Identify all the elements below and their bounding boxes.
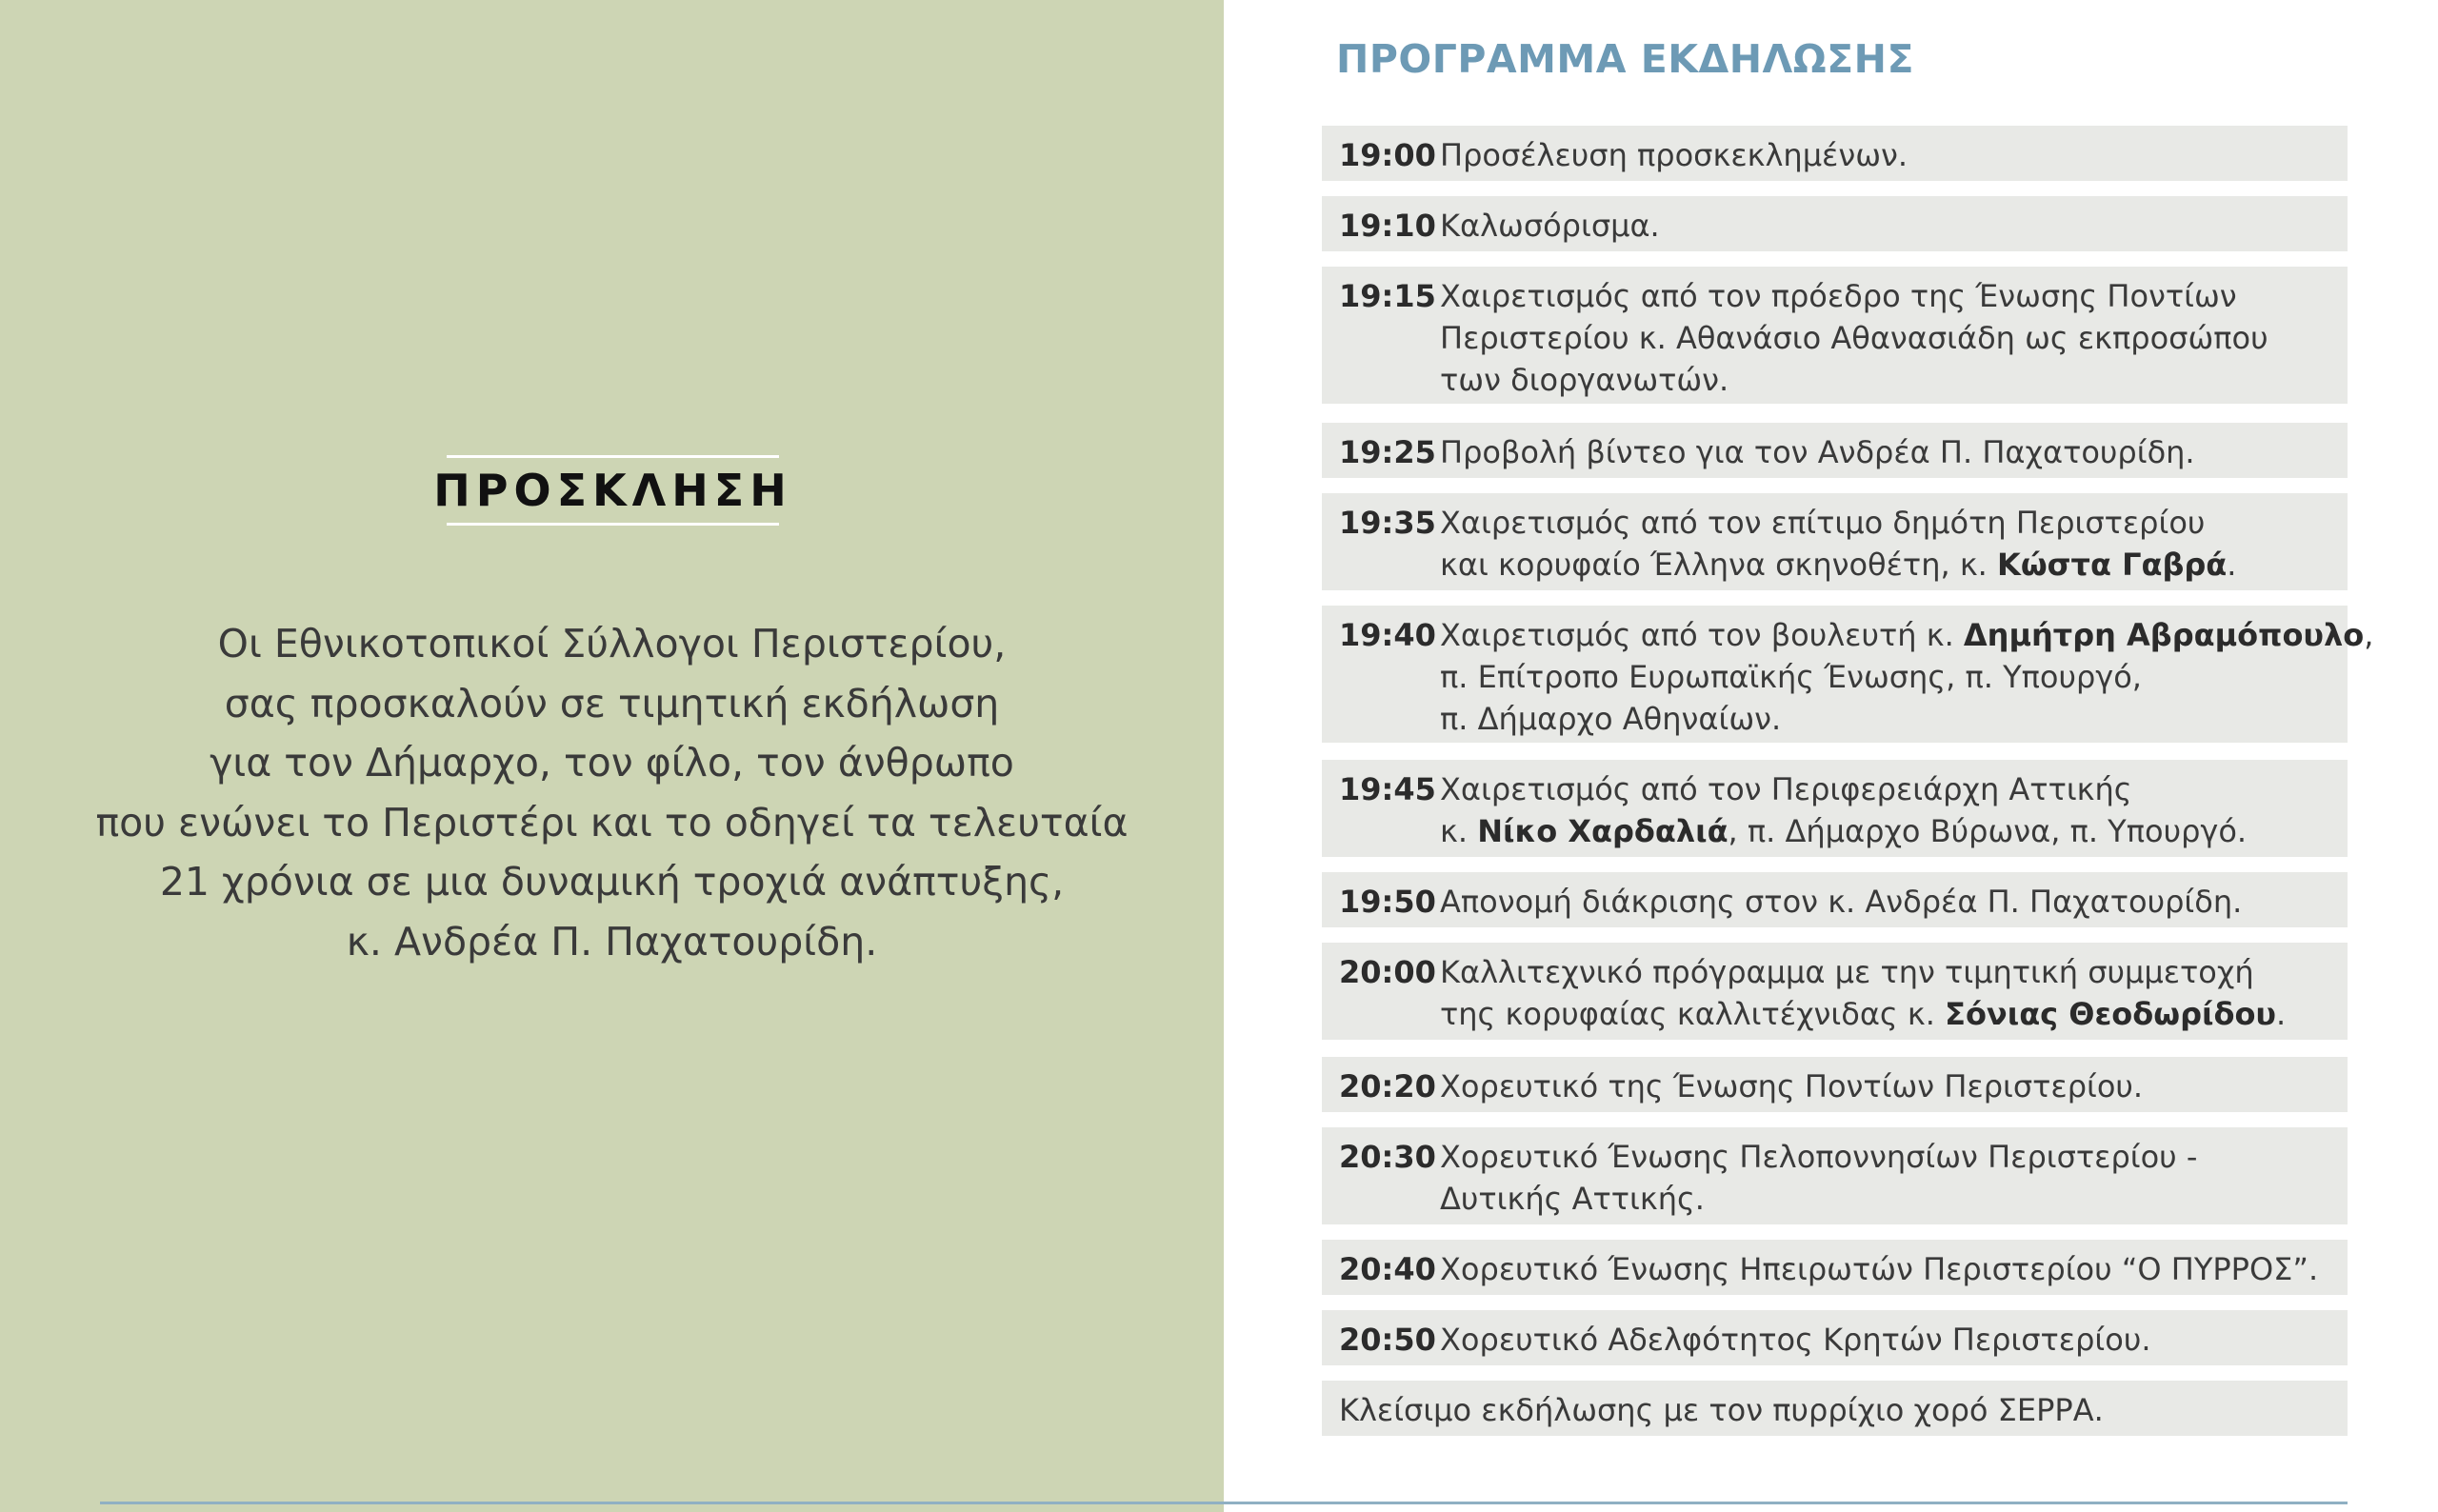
schedule-description bbox=[1440, 951, 2286, 1040]
schedule-description bbox=[1440, 134, 1908, 181]
description-text: Καλλιτεχνικό πρόγραμμα με την τιμητική συμμετοχή bbox=[1440, 954, 2254, 990]
schedule-description bbox=[1440, 502, 2236, 590]
schedule-description-line bbox=[1440, 275, 2268, 317]
schedule-item bbox=[1322, 606, 2374, 743]
schedule-description-line bbox=[1440, 502, 2236, 544]
schedule-item bbox=[1322, 1381, 2348, 1436]
schedule-item bbox=[1322, 196, 2348, 251]
schedule-description-line bbox=[1440, 881, 2242, 923]
description-text: Καλωσόρισμα. bbox=[1440, 208, 1660, 244]
schedule-time: 19:50 bbox=[1339, 884, 1436, 920]
schedule-time: 19:15 bbox=[1339, 278, 1436, 314]
description-text: Δυτικής Αττικής. bbox=[1440, 1181, 1705, 1217]
schedule-description bbox=[1440, 1248, 2318, 1295]
description-text: , π. Δήμαρχο Βύρωνα, π. Υπουργό. bbox=[1728, 813, 2248, 849]
schedule-description-line bbox=[1440, 768, 2247, 810]
schedule-item bbox=[1322, 423, 2348, 478]
schedule-item bbox=[1322, 872, 2348, 927]
schedule-description-line bbox=[1440, 951, 2286, 993]
description-text: , bbox=[2364, 617, 2374, 653]
schedule-description bbox=[1440, 881, 2242, 927]
schedule-description-line bbox=[1440, 317, 2268, 359]
schedule-description bbox=[1440, 614, 2373, 743]
description-text: Απονομή διάκρισης στον κ. Ανδρέα Π. Παχατουρίδη. bbox=[1440, 884, 2243, 920]
description-text: Κλείσιμο εκδήλωσης με τον πυρρίχιο χορό ΣΕΡΡΑ. bbox=[1339, 1392, 2104, 1428]
schedule-description bbox=[1339, 1389, 2104, 1436]
program-title: ΠΡΟΓΡΑΜΜΑ ΕΚΔΗΛΩΣΗΣ bbox=[1336, 36, 1914, 82]
invitation-text bbox=[95, 614, 1129, 971]
description-text: Περιστερίου κ. Αθανάσιο Αθανασιάδη ως εκπροσώπου bbox=[1440, 320, 2268, 356]
description-text: . bbox=[2276, 996, 2287, 1032]
schedule-description-line bbox=[1440, 1248, 2318, 1290]
description-text: Χορευτικό Αδελφότητος Κρητών Περιστερίου. bbox=[1440, 1322, 2151, 1358]
invitation-line: κ. Ανδρέα Π. Παχατουρίδη. bbox=[346, 918, 878, 965]
invitation-line: σας προσκαλούν σε τιμητική εκδήλωση bbox=[224, 680, 1000, 726]
schedule-description-line bbox=[1440, 993, 2286, 1035]
description-text: κ. bbox=[1440, 813, 1478, 849]
description-text: Χαιρετισμός από τον βουλευτή κ. bbox=[1440, 617, 1964, 653]
schedule-time: 20:30 bbox=[1339, 1139, 1436, 1175]
description-text: των διοργανωτών. bbox=[1440, 362, 1729, 398]
schedule-time: 20:00 bbox=[1339, 954, 1436, 990]
description-text: Προσέλευση προσκεκλημένων. bbox=[1440, 137, 1908, 173]
schedule-item bbox=[1322, 267, 2348, 404]
schedule-item bbox=[1322, 1127, 2348, 1224]
description-text: Χαιρετισμός από τον Περιφερειάρχη Αττικής bbox=[1440, 771, 2132, 807]
highlighted-name: Σόνιας Θεοδωρίδου bbox=[1945, 996, 2277, 1032]
description-text: Χαιρετισμός από τον πρόεδρο της Ένωσης Ποντίων bbox=[1440, 278, 2237, 314]
schedule-item bbox=[1322, 760, 2348, 857]
invitation-line: για τον Δήμαρχο, τον φίλο, τον άνθρωπο bbox=[210, 740, 1014, 786]
schedule-description-line bbox=[1440, 431, 2195, 473]
highlighted-name: Νίκο Χαρδαλιά bbox=[1477, 813, 1729, 849]
schedule-description bbox=[1440, 1065, 2143, 1112]
description-text: και κορυφαίο Έλληνα σκηνοθέτη, κ. bbox=[1440, 547, 1998, 583]
schedule-description bbox=[1440, 1136, 2197, 1224]
schedule-item bbox=[1322, 1310, 2348, 1365]
schedule-item bbox=[1322, 1057, 2348, 1112]
schedule-description-line bbox=[1440, 359, 2268, 401]
description-text: Χορευτικό Ένωσης Πελοποννησίων Περιστερίου - bbox=[1440, 1139, 2198, 1175]
schedule-time: 19:10 bbox=[1339, 208, 1436, 244]
schedule-description bbox=[1440, 431, 2195, 478]
schedule-description-line bbox=[1440, 656, 2373, 698]
schedule-description bbox=[1440, 275, 2268, 404]
schedule-description-line bbox=[1440, 544, 2236, 586]
schedule-description-line bbox=[1440, 698, 2373, 740]
schedule-time: 20:40 bbox=[1339, 1251, 1436, 1287]
schedule-description-line bbox=[1440, 810, 2247, 852]
schedule-description-line bbox=[1440, 614, 2373, 656]
description-text: Χορευτικό της Ένωσης Ποντίων Περιστερίου. bbox=[1440, 1068, 2144, 1104]
schedule-description-line bbox=[1440, 1319, 2151, 1361]
schedule-description-line bbox=[1440, 205, 1660, 247]
schedule-description-line bbox=[1339, 1389, 2104, 1431]
schedule-description-line bbox=[1440, 1178, 2197, 1220]
description-text: π. Επίτροπο Ευρωπαϊκής Ένωσης, π. Υπουργό, bbox=[1440, 659, 2142, 695]
description-text: Προβολή βίντεο για τον Ανδρέα Π. Παχατουρίδη. bbox=[1440, 434, 2195, 470]
invitation-line: που ενώνει το Περιστέρι και το οδηγεί τα τελευταία bbox=[95, 799, 1129, 846]
schedule-time: 19:35 bbox=[1339, 505, 1436, 541]
schedule-time: 19:25 bbox=[1339, 434, 1436, 470]
schedule-description bbox=[1440, 768, 2247, 857]
description-text: π. Δήμαρχο Αθηναίων. bbox=[1440, 701, 1782, 737]
schedule-time: 19:00 bbox=[1339, 137, 1436, 173]
description-text: της κορυφαίας καλλιτέχνιδας κ. bbox=[1440, 996, 1946, 1032]
invitation-line: 21 χρόνια σε μια δυναμική τροχιά ανάπτυξης, bbox=[159, 859, 1065, 905]
schedule-description bbox=[1440, 205, 1660, 251]
schedule-time: 19:40 bbox=[1339, 617, 1436, 653]
highlighted-name: Δημήτρη Αβραμόπουλο bbox=[1963, 617, 2365, 653]
schedule-time: 20:50 bbox=[1339, 1322, 1436, 1358]
bottom-divider bbox=[100, 1502, 2348, 1504]
schedule-item bbox=[1322, 943, 2348, 1040]
highlighted-name: Κώστα Γαβρά bbox=[1997, 547, 2228, 583]
invitation-heading: ΠΡΟΣΚΛΗΣΗ bbox=[447, 455, 779, 526]
schedule-time: 19:45 bbox=[1339, 771, 1436, 807]
schedule-item bbox=[1322, 1240, 2348, 1295]
schedule-description bbox=[1440, 1319, 2151, 1365]
description-text: . bbox=[2227, 547, 2237, 583]
schedule-description-line bbox=[1440, 1065, 2143, 1107]
schedule-item bbox=[1322, 493, 2348, 590]
schedule-time: 20:20 bbox=[1339, 1068, 1436, 1104]
schedule-description-line bbox=[1440, 134, 1908, 176]
description-text: Χαιρετισμός από τον επίτιμο δημότη Περιστερίου bbox=[1440, 505, 2206, 541]
invitation-line: Οι Εθνικοτοπικοί Σύλλογοι Περιστερίου, bbox=[217, 621, 1007, 666]
schedule-item bbox=[1322, 126, 2348, 181]
schedule-description-line bbox=[1440, 1136, 2197, 1178]
description-text: Χορευτικό Ένωσης Ηπειρωτών Περιστερίου “Ο ΠΥΡΡΟΣ”. bbox=[1440, 1251, 2319, 1287]
